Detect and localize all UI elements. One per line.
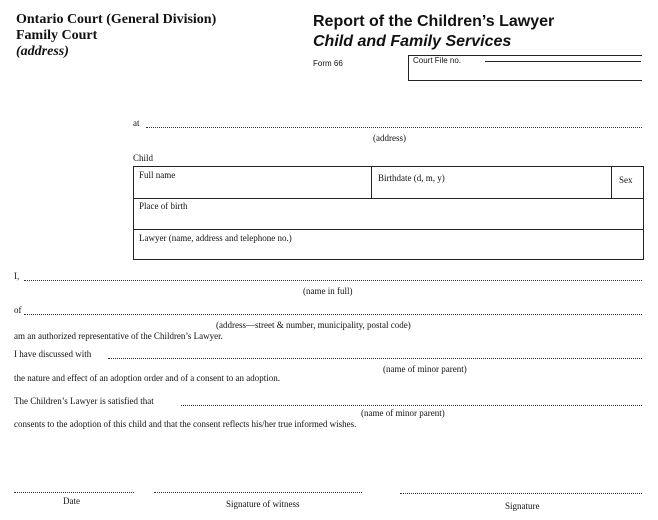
sex-field[interactable] (614, 186, 640, 197)
divider (611, 166, 612, 198)
court-file-label: Court File no. (413, 56, 462, 65)
venue-address-caption: (address) (373, 133, 406, 143)
divider (133, 229, 643, 230)
minor-parent-caption-1: (name of minor parent) (383, 364, 467, 374)
court-type: Family Court (16, 28, 98, 43)
of-label: of (14, 305, 22, 315)
satisfied-that-label: The Children’s Lawyer is satisfied that (14, 396, 154, 406)
court-address-placeholder: (address) (16, 44, 69, 59)
place-of-birth-field[interactable] (139, 212, 639, 227)
court-file-number-field[interactable] (408, 55, 642, 81)
divider (485, 61, 641, 62)
signature-field[interactable] (400, 493, 642, 494)
birthdate-label: Birthdate (d, m, y) (378, 173, 445, 183)
sex-label: Sex (619, 175, 633, 185)
representative-name-field[interactable] (24, 280, 642, 281)
venue-address-field[interactable] (146, 127, 642, 128)
lawyer-label: Lawyer (name, address and telephone no.) (139, 233, 292, 243)
minor-parent-name-field-2[interactable] (181, 405, 642, 406)
date-field[interactable] (14, 492, 134, 493)
place-of-birth-label: Place of birth (139, 201, 188, 211)
discussed-with-label: I have discussed with (14, 349, 92, 359)
form-subtitle: Child and Family Services (313, 33, 512, 50)
consent-statement-text: consents to the adoption of this child and that the consent reflects his/her true informed wishes. (14, 419, 357, 429)
date-caption: Date (63, 496, 80, 506)
at-label: at (133, 118, 140, 128)
authorized-representative-text: am an authorized representative of the Children’s Lawyer. (14, 331, 223, 341)
child-section-label: Child (133, 153, 154, 163)
minor-parent-name-field-1[interactable] (108, 358, 642, 359)
representative-address-field[interactable] (24, 314, 642, 315)
lawyer-field[interactable] (139, 244, 639, 256)
signature-caption: Signature (505, 501, 540, 511)
witness-signature-caption: Signature of witness (226, 499, 300, 509)
full-name-label: Full name (139, 170, 176, 180)
birthdate-field[interactable] (378, 183, 606, 197)
full-name-field[interactable] (139, 180, 367, 196)
witness-signature-field[interactable] (154, 492, 362, 493)
court-name: Ontario Court (General Division) (16, 12, 217, 27)
form-title: Report of the Children’s Lawyer (313, 13, 555, 30)
divider (133, 198, 643, 199)
name-in-full-caption: (name in full) (303, 286, 353, 296)
form-number: Form 66 (313, 59, 343, 68)
nature-and-effect-text: the nature and effect of an adoption order and of a consent to an adoption. (14, 373, 280, 383)
divider (371, 166, 372, 198)
i-label: I, (14, 271, 20, 281)
representative-address-caption: (address—street & number, municipality, postal code) (216, 320, 411, 330)
minor-parent-caption-2: (name of minor parent) (361, 408, 445, 418)
